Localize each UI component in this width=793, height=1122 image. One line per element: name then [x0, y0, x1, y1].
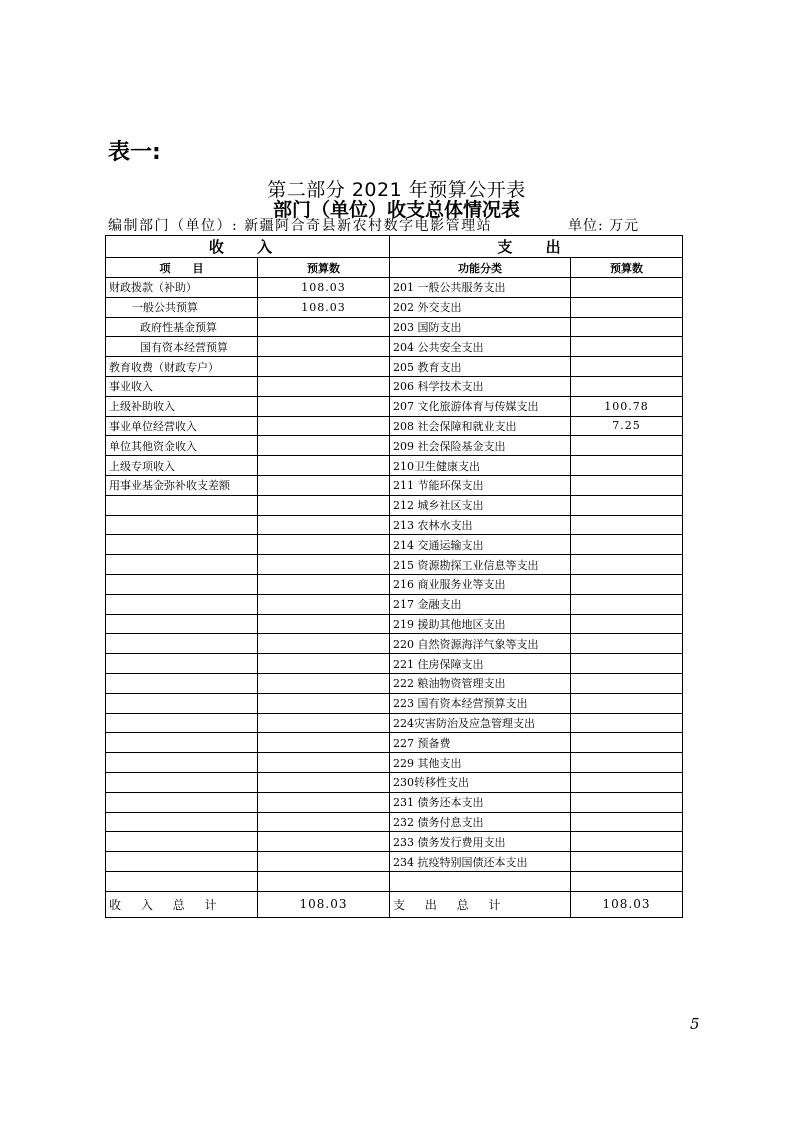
table-row — [106, 812, 683, 832]
income-item-cell — [106, 594, 258, 614]
expense-item-cell: 201 一般公共服务支出 — [390, 278, 571, 298]
expense-item-cell: 207 文化旅游体育与传媒支出 — [390, 396, 571, 416]
table-row — [106, 456, 683, 476]
total-expense-value: 108.03 — [571, 891, 683, 917]
expense-value-cell — [571, 475, 683, 495]
budget-table — [105, 235, 683, 918]
expense-value-cell — [571, 673, 683, 693]
total-expense-label: 支 出 总 计 — [390, 891, 571, 917]
income-item-cell: 事业单位经营收入 — [106, 416, 258, 436]
income-item-cell — [106, 713, 258, 733]
income-item-cell — [106, 693, 258, 713]
expense-value-cell — [571, 634, 683, 654]
expense-value-cell — [571, 713, 683, 733]
unit-label: 单位: 万元 — [568, 218, 640, 234]
table-row — [106, 495, 683, 515]
expense-value-cell — [571, 515, 683, 535]
table-row — [106, 693, 683, 713]
income-value-cell — [258, 772, 390, 792]
income-item-cell — [106, 654, 258, 674]
income-item-cell — [106, 535, 258, 555]
table-row — [106, 337, 683, 357]
income-item-cell — [106, 634, 258, 654]
expense-value-cell — [571, 555, 683, 575]
income-value-cell — [258, 792, 390, 812]
table-label: 表一: — [108, 140, 161, 165]
table-row — [106, 376, 683, 396]
expense-header: 支 出 — [390, 236, 683, 258]
col-item-header: 项 目 — [106, 258, 258, 278]
expense-value-cell — [571, 357, 683, 377]
expense-item-cell: 212 城乡社区支出 — [390, 495, 571, 515]
table-title: 部门（单位）收支总体情况表 — [272, 199, 520, 221]
income-item-cell: 政府性基金预算 — [106, 317, 258, 337]
expense-item-cell: 213 农林水支出 — [390, 515, 571, 535]
table-row — [106, 772, 683, 792]
expense-item-cell: 205 教育支出 — [390, 357, 571, 377]
expense-item-cell: 223 国有资本经营预算支出 — [390, 693, 571, 713]
table-row — [106, 614, 683, 634]
expense-value-cell — [571, 772, 683, 792]
income-value-cell — [258, 515, 390, 535]
expense-value-cell — [571, 317, 683, 337]
table-row — [106, 832, 683, 852]
income-item-cell — [106, 673, 258, 693]
expense-value-cell: 7.25 — [571, 416, 683, 436]
table-row — [106, 574, 683, 594]
expense-item-cell: 229 其他支出 — [390, 753, 571, 773]
income-item-cell — [106, 574, 258, 594]
income-item-cell — [106, 871, 258, 891]
income-value-cell: 108.03 — [258, 297, 390, 317]
table-row — [106, 871, 683, 891]
income-value-cell — [258, 852, 390, 872]
expense-item-cell: 204 公共安全支出 — [390, 337, 571, 357]
income-value-cell — [258, 673, 390, 693]
expense-value-cell — [571, 376, 683, 396]
income-value-cell — [258, 317, 390, 337]
income-item-cell — [106, 733, 258, 753]
income-item-cell: 国有资本经营预算 — [106, 337, 258, 357]
table-row — [106, 852, 683, 872]
income-item-cell: 上级补助收入 — [106, 396, 258, 416]
expense-item-cell: 219 援助其他地区支出 — [390, 614, 571, 634]
expense-item-cell: 202 外交支出 — [390, 297, 571, 317]
table-row — [106, 416, 683, 436]
income-value-cell — [258, 495, 390, 515]
expense-value-cell — [571, 832, 683, 852]
table-row — [106, 594, 683, 614]
income-value-cell — [258, 871, 390, 891]
expense-value-cell — [571, 753, 683, 773]
income-item-cell: 教育收费（财政专户） — [106, 357, 258, 377]
expense-value-cell — [571, 614, 683, 634]
income-value-cell — [258, 654, 390, 674]
income-value-cell — [258, 555, 390, 575]
income-value-cell — [258, 693, 390, 713]
expense-value-cell — [571, 456, 683, 476]
expense-item-cell: 234 抗疫特别国债还本支出 — [390, 852, 571, 872]
expense-item-cell: 231 债务还本支出 — [390, 792, 571, 812]
expense-item-cell: 233 债务发行费用支出 — [390, 832, 571, 852]
income-value-cell — [258, 436, 390, 456]
expense-value-cell: 100.78 — [571, 396, 683, 416]
expense-item-cell — [390, 871, 571, 891]
expense-item-cell: 224灾害防治及应急管理支出 — [390, 713, 571, 733]
income-item-cell — [106, 832, 258, 852]
expense-item-cell: 230转移性支出 — [390, 772, 571, 792]
expense-value-cell — [571, 594, 683, 614]
expense-item-cell: 221 住房保障支出 — [390, 654, 571, 674]
table-section-header — [106, 236, 683, 258]
expense-value-cell — [571, 297, 683, 317]
col-function-header: 功能分类 — [390, 258, 571, 278]
income-item-cell — [106, 792, 258, 812]
expense-item-cell: 203 国防支出 — [390, 317, 571, 337]
table-row — [106, 733, 683, 753]
expense-item-cell: 215 资源勘探工业信息等支出 — [390, 555, 571, 575]
income-value-cell — [258, 634, 390, 654]
expense-item-cell: 227 预备费 — [390, 733, 571, 753]
income-value-cell — [258, 614, 390, 634]
table-column-header — [106, 258, 683, 278]
expense-value-cell — [571, 871, 683, 891]
income-value-cell — [258, 357, 390, 377]
table-row — [106, 278, 683, 298]
expense-value-cell — [571, 654, 683, 674]
table-row — [106, 713, 683, 733]
income-item-cell — [106, 555, 258, 575]
col-budget-header: 预算数 — [258, 258, 390, 278]
income-value-cell — [258, 713, 390, 733]
expense-item-cell: 222 粮油物资管理支出 — [390, 673, 571, 693]
expense-value-cell — [571, 495, 683, 515]
income-value-cell — [258, 396, 390, 416]
income-value-cell: 108.03 — [258, 278, 390, 298]
expense-value-cell — [571, 574, 683, 594]
income-value-cell — [258, 337, 390, 357]
income-value-cell — [258, 376, 390, 396]
income-value-cell — [258, 535, 390, 555]
income-item-cell: 上级专项收入 — [106, 456, 258, 476]
table-row — [106, 475, 683, 495]
expense-value-cell — [571, 278, 683, 298]
income-value-cell — [258, 594, 390, 614]
income-value-cell — [258, 416, 390, 436]
table-row — [106, 396, 683, 416]
income-item-cell: 事业收入 — [106, 376, 258, 396]
income-item-cell: 财政拨款（补助） — [106, 278, 258, 298]
expense-value-cell — [571, 535, 683, 555]
income-item-cell: 一般公共预算 — [106, 297, 258, 317]
table-row — [106, 555, 683, 575]
expense-value-cell — [571, 733, 683, 753]
expense-item-cell: 214 交通运输支出 — [390, 535, 571, 555]
income-header: 收 入 — [106, 236, 390, 258]
page-number: 5 — [690, 1015, 700, 1033]
expense-item-cell: 209 社会保险基金支出 — [390, 436, 571, 456]
expense-value-cell — [571, 337, 683, 357]
total-row — [106, 891, 683, 917]
col-budget2-header: 预算数 — [571, 258, 683, 278]
income-value-cell — [258, 733, 390, 753]
income-item-cell — [106, 852, 258, 872]
expense-item-cell: 210卫生健康支出 — [390, 456, 571, 476]
income-value-cell — [258, 475, 390, 495]
income-item-cell: 单位其他资金收入 — [106, 436, 258, 456]
total-income-label: 收 入 总 计 — [106, 891, 258, 917]
expense-item-cell: 206 科学技术支出 — [390, 376, 571, 396]
table-row — [106, 654, 683, 674]
table-row — [106, 535, 683, 555]
income-value-cell — [258, 812, 390, 832]
expense-item-cell: 220 自然资源海洋气象等支出 — [390, 634, 571, 654]
table-row — [106, 357, 683, 377]
expense-item-cell: 208 社会保障和就业支出 — [390, 416, 571, 436]
income-value-cell — [258, 832, 390, 852]
income-item-cell — [106, 495, 258, 515]
income-value-cell — [258, 753, 390, 773]
income-item-cell — [106, 772, 258, 792]
expense-value-cell — [571, 436, 683, 456]
table-row — [106, 753, 683, 773]
table-row — [106, 792, 683, 812]
income-item-cell — [106, 812, 258, 832]
income-value-cell — [258, 456, 390, 476]
table-row — [106, 317, 683, 337]
table-row — [106, 297, 683, 317]
department-line: 编制部门（单位）: 新疆阿合奇县新农村数字电影管理站 — [108, 218, 493, 234]
table-row — [106, 634, 683, 654]
expense-item-cell: 216 商业服务业等支出 — [390, 574, 571, 594]
expense-item-cell: 232 债务付息支出 — [390, 812, 571, 832]
expense-value-cell — [571, 693, 683, 713]
table-row — [106, 515, 683, 535]
expense-item-cell: 211 节能环保支出 — [390, 475, 571, 495]
expense-value-cell — [571, 852, 683, 872]
expense-value-cell — [571, 792, 683, 812]
income-item-cell — [106, 753, 258, 773]
table-row — [106, 673, 683, 693]
income-item-cell — [106, 614, 258, 634]
expense-value-cell — [571, 812, 683, 832]
income-item-cell: 用事业基金弥补收支差额 — [106, 475, 258, 495]
table-row — [106, 436, 683, 456]
expense-item-cell: 217 金融支出 — [390, 594, 571, 614]
income-item-cell — [106, 515, 258, 535]
total-income-value: 108.03 — [258, 891, 390, 917]
document-title: 第二部分 2021 年预算公开表 — [267, 179, 526, 201]
income-value-cell — [258, 574, 390, 594]
